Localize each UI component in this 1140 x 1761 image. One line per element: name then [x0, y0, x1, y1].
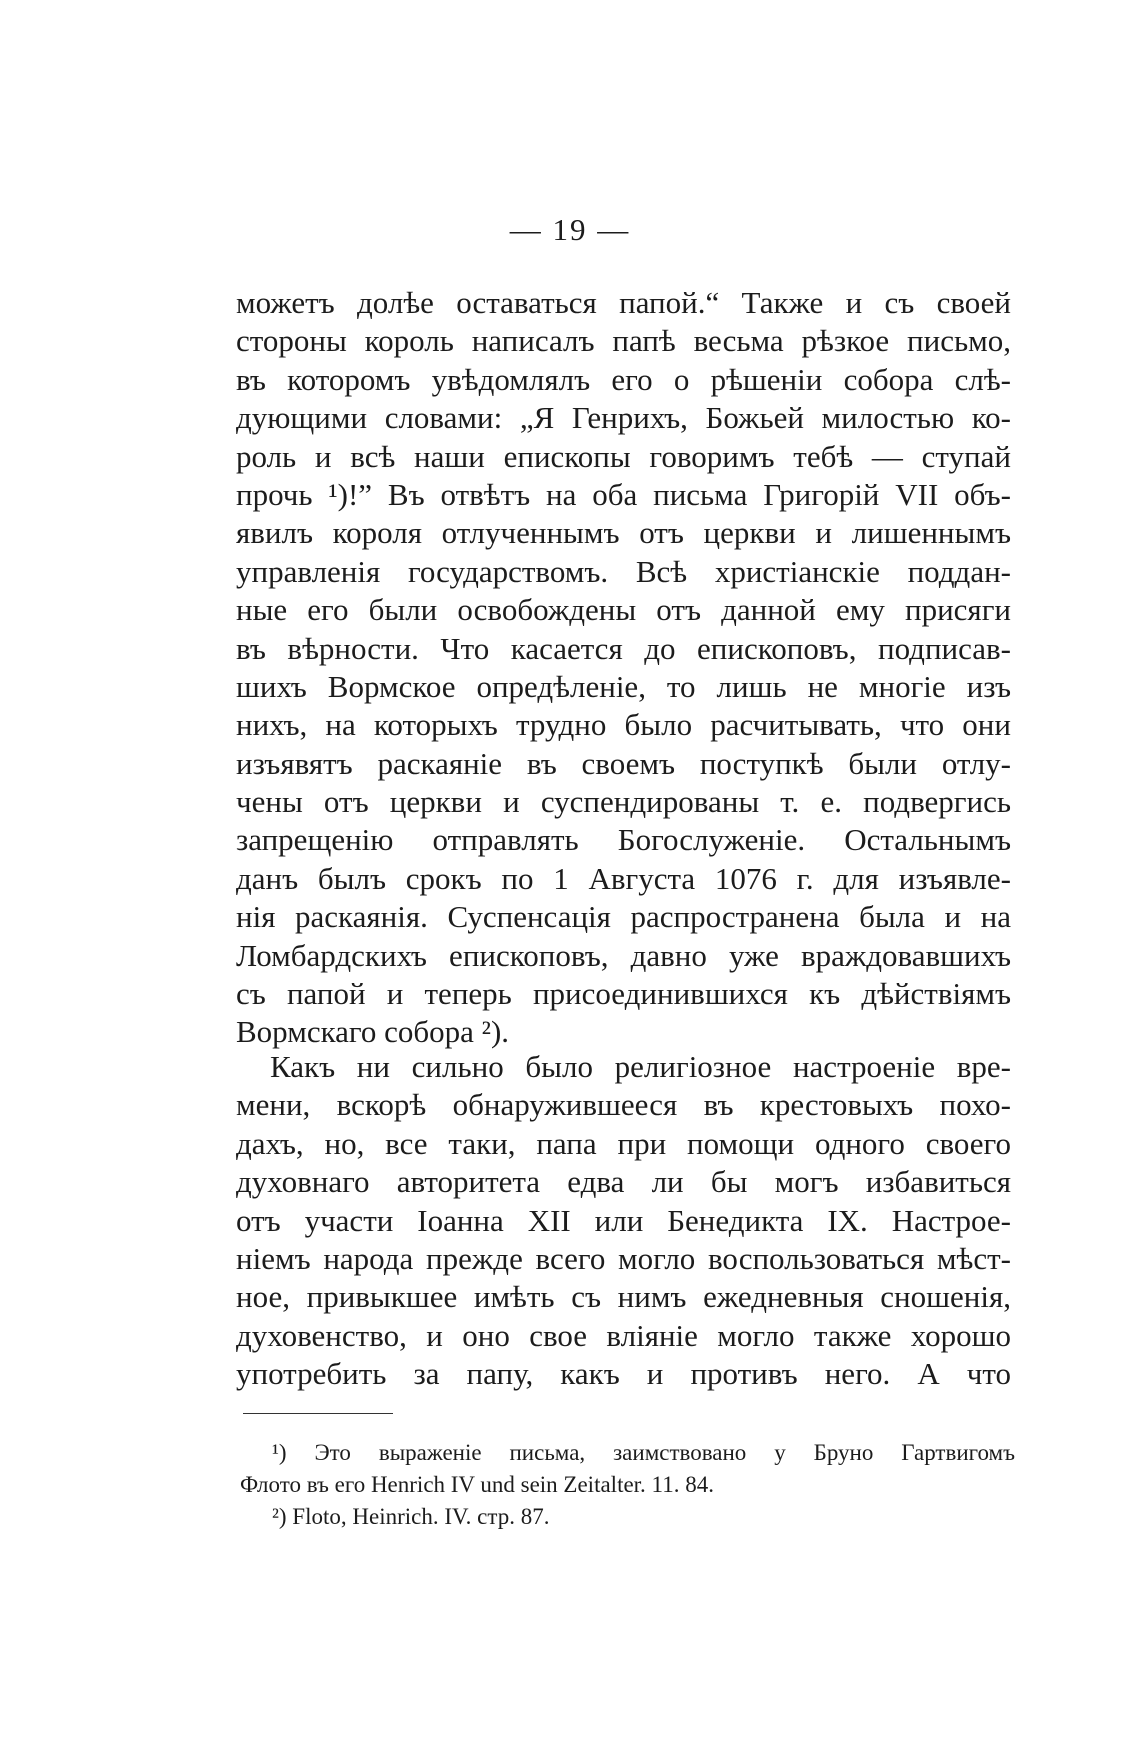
- text-line: въ вѣрности. Что касается до епископовъ, подписав-: [236, 630, 1011, 666]
- text-line: данъ былъ срокъ по 1 Августа 1076 г. для изъявле-: [236, 860, 1011, 896]
- text-line: отъ участи Іоанна XII или Бенедикта IX. Настрое-: [236, 1202, 1011, 1238]
- text-line: роль и всѣ наши епископы говоримъ тебѣ — ступай: [236, 438, 1011, 474]
- text-line: Вормскаго собора ²).: [236, 1014, 510, 1050]
- text-line: прочь ¹)!” Въ отвѣтъ на оба письма Григорій VII объ-: [236, 476, 1011, 512]
- text-line: нія раскаянія. Суспенсація распространена была и на: [236, 899, 1011, 935]
- text-line: изъявятъ раскаяніе въ своемъ поступкѣ были отлу-: [236, 745, 1011, 781]
- text-line: стороны король написалъ папѣ весьма рѣзкое письмо,: [236, 323, 1011, 359]
- text-line: Ломбардскихъ епископовъ, давно уже враждовавшихъ: [236, 937, 1011, 973]
- text-line: въ которомъ увѣдомлялъ его о рѣшеніи собора слѣ-: [236, 361, 1011, 397]
- footnote-divider: [243, 1413, 393, 1414]
- text-line: запрещенію отправлять Богослуженіе. Остальнымъ: [236, 822, 1011, 858]
- paragraph-1: [236, 284, 1011, 1052]
- page-number: — 19 —: [509, 212, 631, 247]
- footnotes: [240, 1437, 1015, 1533]
- text-line: мени, вскорѣ обнаружившееся въ крестовыхъ похо-: [236, 1087, 1011, 1123]
- text-line: нихъ, на которыхъ трудно было расчитывать, что они: [236, 707, 1011, 743]
- text-line: шихъ Вормское опредѣленіе, то лишь не многіе изъ: [236, 668, 1011, 704]
- text-line: управленія государствомъ. Всѣ христіанскіе поддан-: [236, 553, 1011, 589]
- text-line: ніемъ народа прежде всего могло воспользоваться мѣст-: [236, 1240, 1011, 1276]
- paragraph-2: [236, 1048, 1011, 1394]
- text-line: употребить за папу, какъ и противъ него. А что: [236, 1356, 1011, 1392]
- footnote-2: ²) Floto, Heinrich. IV. стр. 87.: [272, 1504, 550, 1529]
- text-line: можетъ долѣе оставаться папой.“ Также и съ своей: [236, 285, 1011, 320]
- text-line: дахъ, но, все таки, папа при помощи одного своего: [236, 1125, 1011, 1161]
- text-line: духовнаго авторитета едва ли бы могъ избавиться: [236, 1164, 1011, 1200]
- text-line: ное, привыкшее имѣть съ нимъ ежедневныя сношенія,: [236, 1279, 1011, 1315]
- text-line: Какъ ни сильно было религіозное настроеніе вре-: [270, 1049, 1011, 1084]
- footnote-1: ¹) Это выраженіе письма, заимствовано у Бруно Гартвигомъ: [272, 1440, 1015, 1465]
- text-line: чены отъ церкви и суспендированы т. е. подвергись: [236, 784, 1011, 820]
- text-line: духовенство, и оно свое вліяніе могло также хорошо: [236, 1317, 1011, 1353]
- text-line: ные его были освобождены отъ данной ему присяги: [236, 592, 1011, 628]
- text-line: съ папой и теперь присоединившихся къ дѣйствіямъ: [236, 976, 1011, 1012]
- footnote-1-continuation: Флото въ его Henrich IV und sein Zeitalter. 11. 84.: [240, 1472, 714, 1497]
- text-line: дующими словами: „Я Генрихъ, Божьей милостью ко-: [236, 400, 1011, 436]
- text-line: явилъ короля отлученнымъ отъ церкви и лишеннымъ: [236, 515, 1011, 551]
